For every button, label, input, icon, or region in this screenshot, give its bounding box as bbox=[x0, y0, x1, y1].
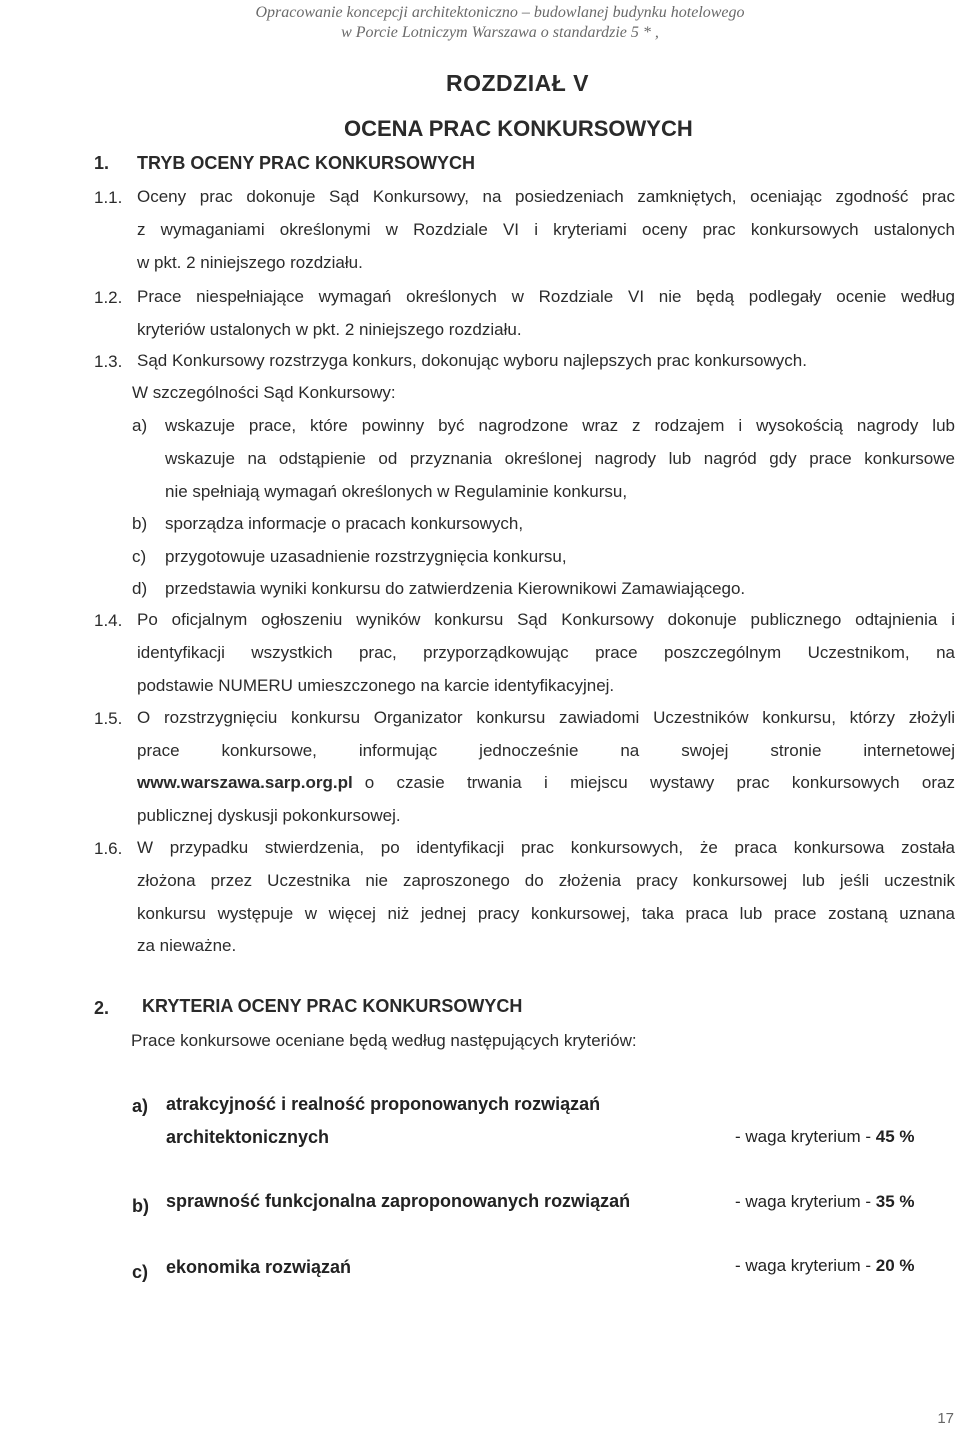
paragraph-1-1-number: 1.1. bbox=[94, 188, 123, 207]
criterion-c-weight-text: - waga kryterium - bbox=[735, 1256, 872, 1275]
chapter-title: ROZDZIAŁ V bbox=[446, 70, 589, 96]
list-item-a-line-3: nie spełniają wymagań określonych w Regulaminie konkursu, bbox=[165, 482, 628, 501]
paragraph-1-6-line-1: W przypadku stwierdzenia, po identyfikacji prac konkursowych, że praca konkursowa została bbox=[137, 838, 955, 857]
criterion-b-name: sprawność funkcjonalna zaproponowanych rozwiązań bbox=[166, 1191, 631, 1211]
paragraph-1-2-line-1: Prace niespełniające wymagań określonych w Rozdziale VI nie będą podlegały ocenie według bbox=[137, 287, 955, 306]
paragraph-1-4-line-3: podstawie NUMERU umieszczonego na karcie identyfikacyjnej. bbox=[137, 676, 615, 695]
paragraph-1-2-number: 1.2. bbox=[94, 288, 123, 307]
paragraph-1-1-line-3: w pkt. 2 niniejszego rozdziału. bbox=[137, 253, 363, 272]
page-number: 17 bbox=[937, 1410, 954, 1427]
section-2-number: 2. bbox=[94, 998, 110, 1018]
list-item-d-label: d) bbox=[132, 579, 148, 598]
criterion-c-weight-value: 20 % bbox=[875, 1256, 915, 1275]
list-item-a-line-1: wskazuje prace, które powinny być nagrodzone wraz z rodzajem i wysokością nagrody lub bbox=[165, 416, 955, 435]
criterion-b-weight-value: 35 % bbox=[875, 1192, 915, 1211]
criterion-a-label: a) bbox=[132, 1096, 149, 1116]
paragraph-1-6-line-3: konkursu występuje w więcej niż jednej pracy konkursowej, taka praca lub prace zostaną uznana bbox=[137, 904, 955, 923]
criterion-a-weight-text: - waga kryterium - bbox=[735, 1127, 872, 1146]
criterion-a-weight-value: 45 % bbox=[875, 1127, 915, 1146]
criterion-a-name-line-1: atrakcyjność i realność proponowanych rozwiązań bbox=[166, 1094, 601, 1114]
section-2-intro: Prace konkursowe oceniane będą według następujących kryteriów: bbox=[131, 1031, 637, 1050]
paragraph-1-4-line-1: Po oficjalnym ogłoszeniu wyników konkursu Sąd Konkursowy dokonuje publicznego odtajnienia i bbox=[137, 610, 955, 629]
paragraph-1-1-line-1: Oceny prac dokonuje Sąd Konkursowy, na posiedzeniach zamkniętych, oceniając zgodność prac bbox=[137, 187, 955, 206]
paragraph-1-5-line-3 bbox=[137, 766, 955, 799]
document-header-line-2: w Porcie Lotniczym Warszawa o standardzie 5 * , bbox=[341, 24, 659, 41]
criterion-c-weight bbox=[735, 1256, 915, 1276]
list-item-a-line-2: wskazuje na odstąpienie od przyznania określonej nagrody lub nagród gdy prace konkursowe bbox=[165, 449, 955, 468]
criterion-c-label: c) bbox=[132, 1262, 149, 1282]
list-item-b-label: b) bbox=[132, 514, 148, 533]
list-item-a-label: a) bbox=[132, 416, 148, 435]
criterion-c-name: ekonomika rozwiązań bbox=[166, 1257, 352, 1277]
list-item-c-text: przygotowuje uzasadnienie rozstrzygnięcia konkursu, bbox=[165, 547, 567, 566]
criterion-b-weight bbox=[735, 1192, 915, 1212]
document-header-line-1: Opracowanie koncepcji architektoniczno – budowlanej budynku hotelowego bbox=[255, 4, 745, 21]
paragraph-1-4-line-2: identyfikacji wszystkich prac, przyporządkowując prace poszczególnym Uczestnikom, na bbox=[137, 643, 955, 662]
paragraph-1-5-line-2: prace konkursowe, informując jednocześnie na swojej stronie internetowej bbox=[137, 741, 955, 760]
paragraph-1-5-line-3-rest: o czasie trwania i miejscu wystawy prac konkursowych oraz bbox=[364, 773, 955, 792]
paragraph-1-4-number: 1.4. bbox=[94, 611, 123, 630]
paragraph-1-5-line-1: O rozstrzygnięciu konkursu Organizator konkursu zawiadomi Uczestników konkursu, którzy złożyli bbox=[137, 708, 955, 727]
paragraph-1-6-number: 1.6. bbox=[94, 839, 123, 858]
criterion-b-weight-text: - waga kryterium - bbox=[735, 1192, 872, 1211]
paragraph-1-6-line-2: złożona przez Uczestnika nie zaproszonego do złożenia pracy konkursowej lub jeśli uczestnik bbox=[137, 871, 955, 890]
section-1-title: TRYB OCENY PRAC KONKURSOWYCH bbox=[137, 153, 476, 173]
paragraph-1-3-line: Sąd Konkursowy rozstrzyga konkurs, dokonując wyboru najlepszych prac konkursowych. bbox=[137, 351, 807, 370]
paragraph-1-5-number: 1.5. bbox=[94, 709, 123, 728]
section-2-title: KRYTERIA OCENY PRAC KONKURSOWYCH bbox=[142, 996, 523, 1016]
chapter-subtitle: OCENA PRAC KONKURSOWYCH bbox=[344, 116, 693, 141]
paragraph-1-3-number: 1.3. bbox=[94, 352, 123, 371]
list-item-b-text: sporządza informacje o pracach konkursowych, bbox=[165, 514, 524, 533]
paragraph-1-2-line-2: kryteriów ustalonych w pkt. 2 niniejszego rozdziału. bbox=[137, 320, 522, 339]
criterion-b-label: b) bbox=[132, 1196, 149, 1216]
list-item-c-label: c) bbox=[132, 547, 147, 566]
paragraph-1-5-line-4: publicznej dyskusji pokonkursowej. bbox=[137, 806, 401, 825]
list-item-d-text: przedstawia wyniki konkursu do zatwierdzenia Kierownikowi Zamawiającego. bbox=[165, 579, 746, 598]
criterion-a-weight bbox=[735, 1127, 915, 1147]
paragraph-1-6-line-4: za nieważne. bbox=[137, 936, 237, 955]
website-link[interactable]: www.warszawa.sarp.org.pl bbox=[137, 773, 353, 792]
paragraph-1-3-intro: W szczególności Sąd Konkursowy: bbox=[132, 383, 396, 402]
criterion-a-name-line-2: architektonicznych bbox=[166, 1127, 330, 1147]
paragraph-1-1-line-2: z wymaganiami określonymi w Rozdziale VI i kryteriami oceny prac konkursowych ustalonych bbox=[137, 220, 955, 239]
section-1-number: 1. bbox=[94, 153, 110, 173]
